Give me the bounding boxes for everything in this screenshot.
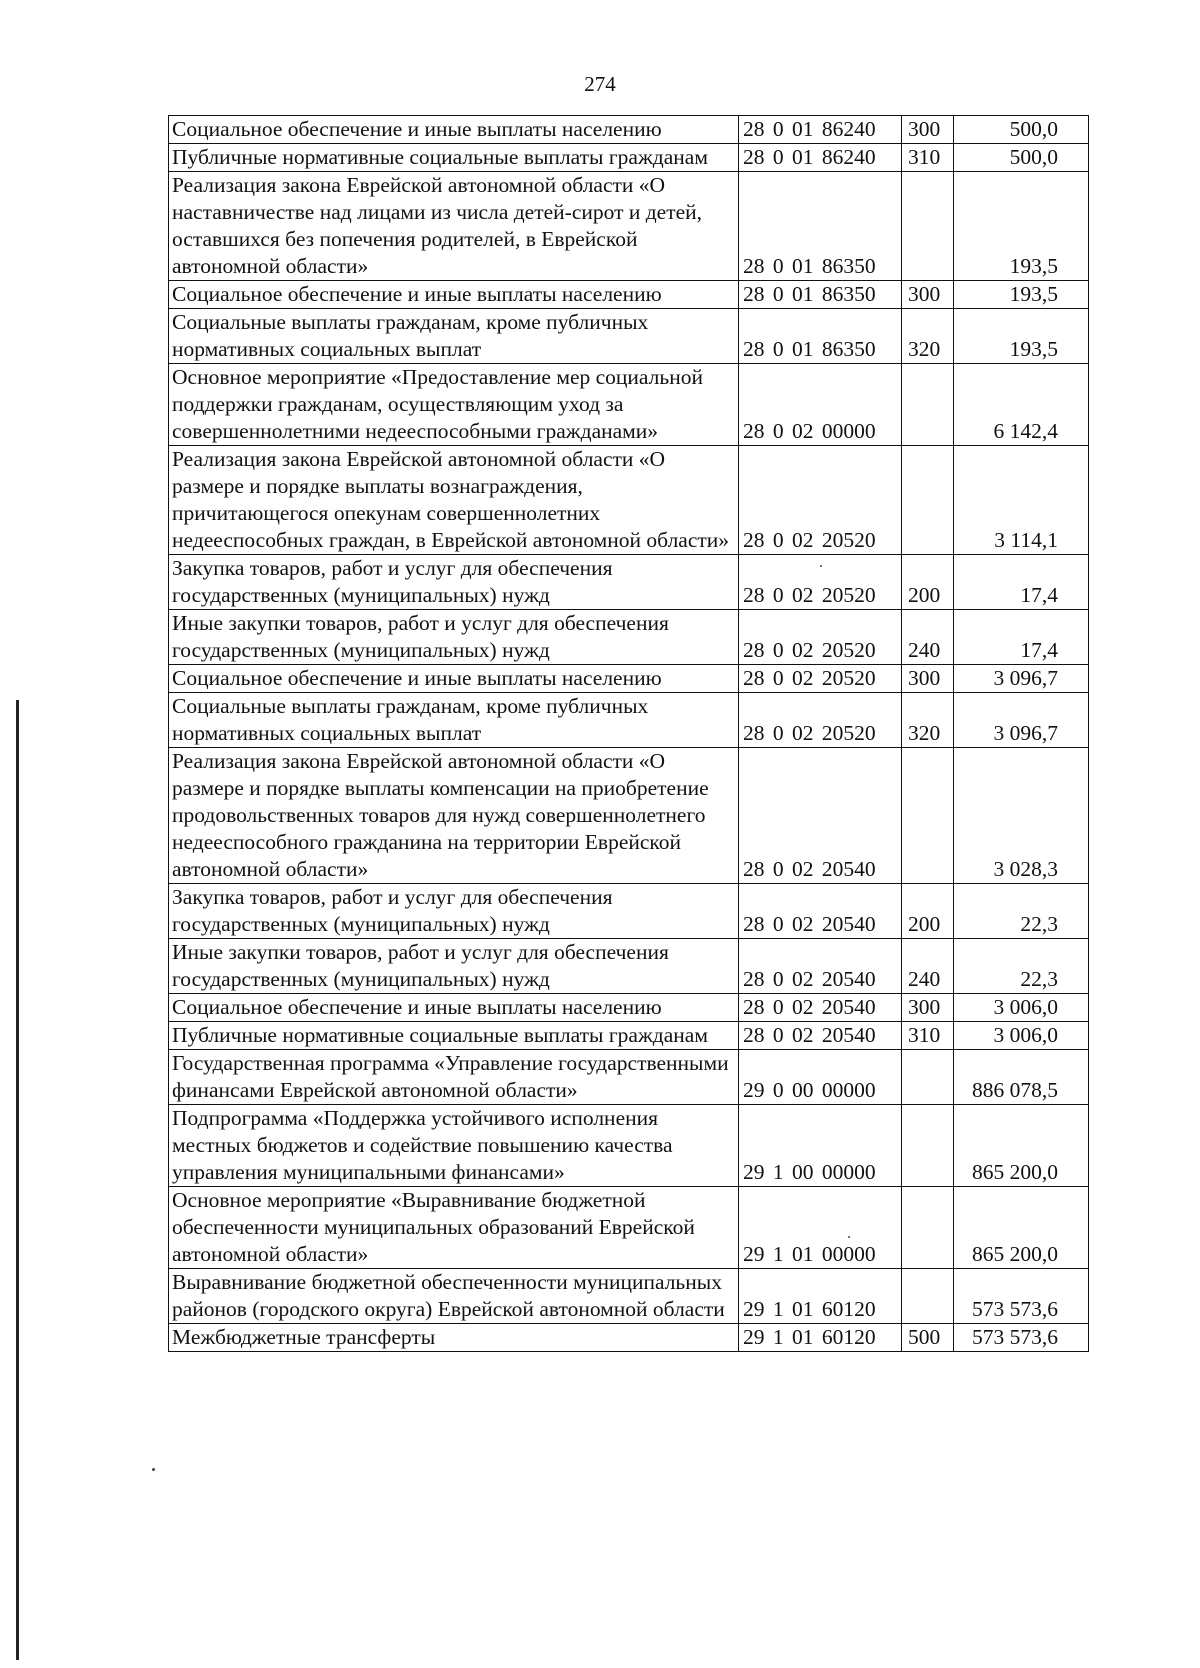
table-row [169, 1324, 1089, 1352]
target-article-code-cell: 28 0 02 20520 [739, 693, 902, 748]
table-row [169, 693, 1089, 748]
amount-cell: 17,4 [954, 610, 1089, 665]
target-article-code-cell: 28 0 02 20540 [739, 939, 902, 994]
expense-type-code-cell [902, 748, 954, 884]
expense-type-code-cell [902, 1050, 954, 1105]
expense-name-cell: Социальные выплаты гражданам, кроме публичных нормативных социальных выплат [169, 693, 739, 748]
scan-edge-line [16, 700, 19, 1660]
table-row [169, 748, 1089, 884]
expense-type-code-cell: 240 [902, 939, 954, 994]
amount-cell: 193,5 [954, 172, 1089, 281]
expense-name-cell: Социальное обеспечение и иные выплаты населению [169, 994, 739, 1022]
expense-type-code-cell: 200 [902, 884, 954, 939]
expense-type-code-cell [902, 1105, 954, 1187]
expense-name-cell: Подпрограмма «Поддержка устойчивого исполнения местных бюджетов и содействие повышению качества управления муниципальными финансами» [169, 1105, 739, 1187]
expense-name-cell: Реализация закона Еврейской автономной области «О размере и порядке выплаты вознаграждения, причитающегося опекунам совершеннолетних недееспособных граждан, в Еврейской автономной области» [169, 446, 739, 555]
target-article-code-cell: 29 0 00 00000 [739, 1050, 902, 1105]
expense-name-cell: Социальное обеспечение и иные выплаты населению [169, 665, 739, 693]
expense-name-cell: Закупка товаров, работ и услуг для обеспечения государственных (муниципальных) нужд [169, 555, 739, 610]
expense-type-code-cell: 300 [902, 994, 954, 1022]
target-article-code-cell: 29 1 00 00000 [739, 1105, 902, 1187]
amount-cell: 886 078,5 [954, 1050, 1089, 1105]
expense-type-code-cell [902, 172, 954, 281]
amount-cell: 573 573,6 [954, 1324, 1089, 1352]
target-article-code-cell: 29 1 01 60120 [739, 1324, 902, 1352]
target-article-code-cell: 28 0 02 00000 [739, 364, 902, 446]
expense-name-cell: Иные закупки товаров, работ и услуг для обеспечения государственных (муниципальных) нужд [169, 939, 739, 994]
expense-name-cell: Межбюджетные трансферты [169, 1324, 739, 1352]
table-row [169, 665, 1089, 693]
expense-type-code-cell [902, 446, 954, 555]
table-row [169, 1269, 1089, 1324]
amount-cell: 500,0 [954, 116, 1089, 144]
amount-cell: 573 573,6 [954, 1269, 1089, 1324]
table-row [169, 281, 1089, 309]
expense-type-code-cell [902, 1187, 954, 1269]
target-article-code-cell: 28 0 02 20520 [739, 446, 902, 555]
amount-cell: 3 096,7 [954, 693, 1089, 748]
expense-type-code-cell [902, 1269, 954, 1324]
budget-table-body [169, 116, 1089, 1352]
amount-cell: 6 142,4 [954, 364, 1089, 446]
amount-cell: 3 006,0 [954, 994, 1089, 1022]
amount-cell: 3 028,3 [954, 748, 1089, 884]
amount-cell: 865 200,0 [954, 1105, 1089, 1187]
expense-name-cell: Публичные нормативные социальные выплаты гражданам [169, 1022, 739, 1050]
target-article-code-cell: 28 0 02 20540 [739, 748, 902, 884]
table-row [169, 610, 1089, 665]
target-article-code-cell: 29 1 01 60120 [739, 1269, 902, 1324]
table-row [169, 555, 1089, 610]
target-article-code-cell: 28 0 01 86240 [739, 116, 902, 144]
expense-type-code-cell: 320 [902, 693, 954, 748]
table-row [169, 884, 1089, 939]
scan-speck [152, 1468, 155, 1471]
budget-table [168, 115, 1089, 1352]
table-row [169, 364, 1089, 446]
page-number: 274 [584, 72, 616, 96]
target-article-code-cell: 28 0 02 20520 [739, 665, 902, 693]
target-article-code-cell: 29 1 01 00000 [739, 1187, 902, 1269]
target-article-code-cell: 28 0 02 20540 [739, 1022, 902, 1050]
amount-cell: 500,0 [954, 144, 1089, 172]
target-article-code-cell: 28 0 01 86350 [739, 309, 902, 364]
expense-name-cell: Иные закупки товаров, работ и услуг для обеспечения государственных (муниципальных) нужд [169, 610, 739, 665]
expense-name-cell: Социальные выплаты гражданам, кроме публичных нормативных социальных выплат [169, 309, 739, 364]
amount-cell: 22,3 [954, 939, 1089, 994]
target-article-code-cell: 28 0 02 20520 [739, 610, 902, 665]
expense-type-code-cell: 240 [902, 610, 954, 665]
target-article-code-cell: 28 0 01 86240 [739, 144, 902, 172]
expense-type-code-cell: 300 [902, 281, 954, 309]
expense-name-cell: Публичные нормативные социальные выплаты гражданам [169, 144, 739, 172]
expense-name-cell: Закупка товаров, работ и услуг для обеспечения государственных (муниципальных) нужд [169, 884, 739, 939]
table-row [169, 994, 1089, 1022]
amount-cell: 193,5 [954, 309, 1089, 364]
table-row [169, 1050, 1089, 1105]
amount-cell: 865 200,0 [954, 1187, 1089, 1269]
amount-cell: 3 006,0 [954, 1022, 1089, 1050]
expense-type-code-cell: 310 [902, 1022, 954, 1050]
expense-name-cell: Реализация закона Еврейской автономной области «О размере и порядке выплаты компенсации на приобретение продовольственных товаров для нужд совершеннолетнего недееспособного гражданина на территории Еврейской автономной области» [169, 748, 739, 884]
table-row [169, 939, 1089, 994]
table-row [169, 446, 1089, 555]
expense-name-cell: Основное мероприятие «Выравнивание бюджетной обеспеченности муниципальных образований Еврейской автономной области» [169, 1187, 739, 1269]
table-row [169, 172, 1089, 281]
expense-type-code-cell: 200 [902, 555, 954, 610]
target-article-code-cell: 28 0 02 20540 [739, 994, 902, 1022]
expense-name-cell: Основное мероприятие «Предоставление мер социальной поддержки гражданам, осуществляющим уход за совершеннолетними недееспособными гражданами» [169, 364, 739, 446]
target-article-code-cell: 28 0 01 86350 [739, 172, 902, 281]
expense-type-code-cell: 300 [902, 116, 954, 144]
expense-type-code-cell [902, 364, 954, 446]
expense-type-code-cell: 310 [902, 144, 954, 172]
expense-name-cell: Социальное обеспечение и иные выплаты населению [169, 116, 739, 144]
amount-cell: 193,5 [954, 281, 1089, 309]
target-article-code-cell: 28 0 01 86350 [739, 281, 902, 309]
amount-cell: 22,3 [954, 884, 1089, 939]
expense-name-cell: Выравнивание бюджетной обеспеченности муниципальных районов (городского округа) Еврейской автономной области [169, 1269, 739, 1324]
target-article-code-cell: 28 0 02 20520 [739, 555, 902, 610]
expense-name-cell: Реализация закона Еврейской автономной области «О наставничестве над лицами из числа детей-сирот и детей, оставшихся без попечения родителей, в Еврейской автономной области» [169, 172, 739, 281]
amount-cell: 3 096,7 [954, 665, 1089, 693]
expense-name-cell: Социальное обеспечение и иные выплаты населению [169, 281, 739, 309]
expense-type-code-cell: 300 [902, 665, 954, 693]
table-row [169, 116, 1089, 144]
table-row [169, 309, 1089, 364]
table-row [169, 1022, 1089, 1050]
expense-type-code-cell: 500 [902, 1324, 954, 1352]
expense-name-cell: Государственная программа «Управление государственными финансами Еврейской автономной области» [169, 1050, 739, 1105]
expense-type-code-cell: 320 [902, 309, 954, 364]
amount-cell: 3 114,1 [954, 446, 1089, 555]
amount-cell: 17,4 [954, 555, 1089, 610]
table-row [169, 144, 1089, 172]
table-row [169, 1105, 1089, 1187]
target-article-code-cell: 28 0 02 20540 [739, 884, 902, 939]
table-row [169, 1187, 1089, 1269]
